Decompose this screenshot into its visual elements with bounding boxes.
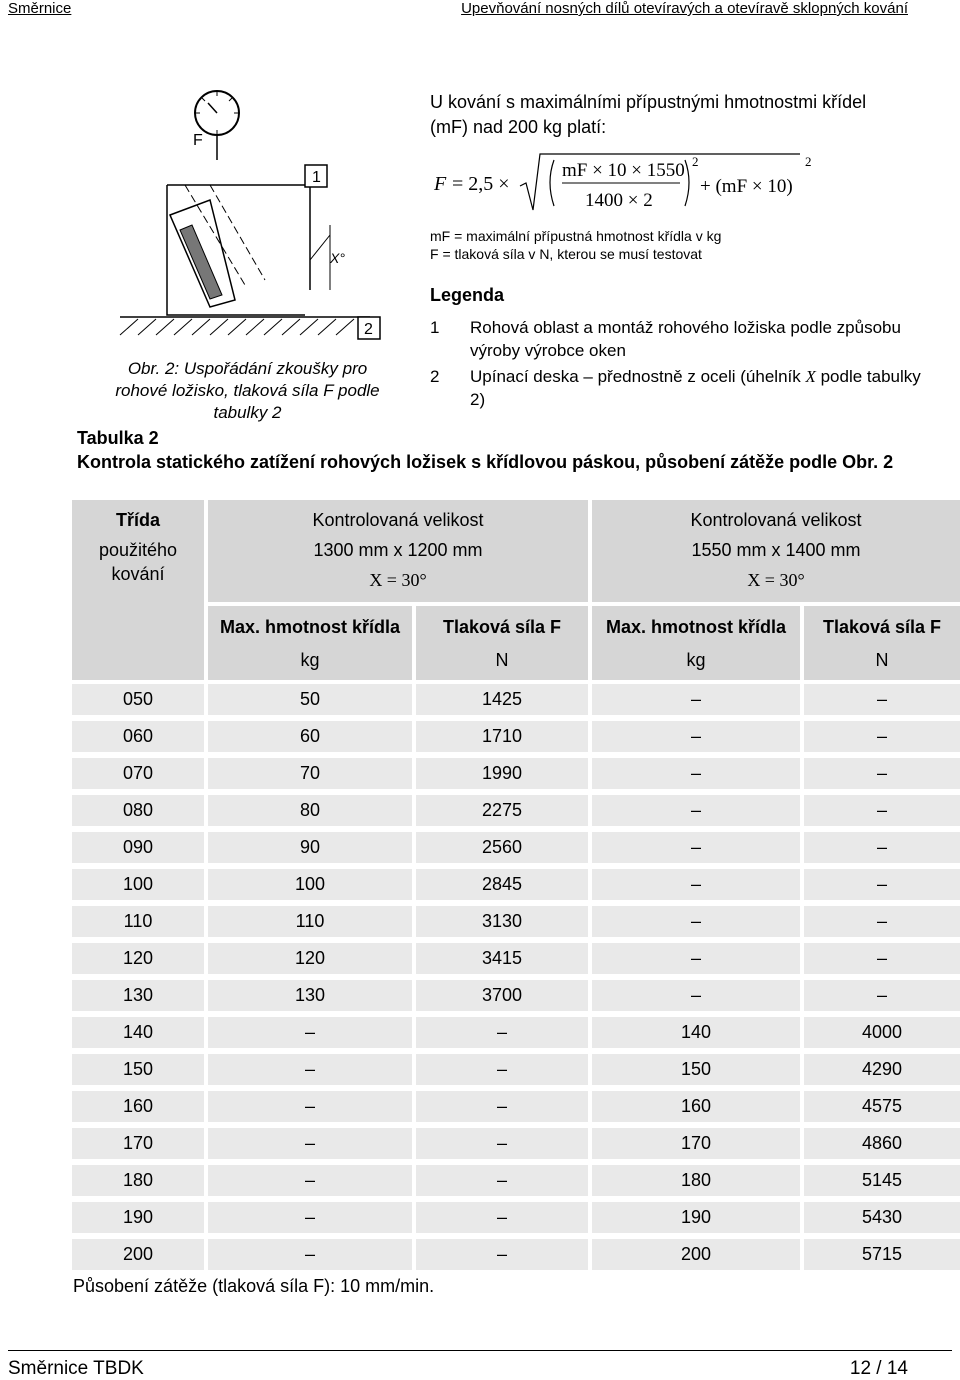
force-formula: [430, 150, 830, 220]
force-label: F: [193, 132, 203, 149]
table-cell: 130: [208, 980, 412, 1011]
intro-text: [430, 90, 950, 140]
table-row-class: 110: [72, 906, 204, 937]
table-row-class: 060: [72, 721, 204, 752]
table-cell: –: [208, 1202, 412, 1233]
intro-line-1: U kování s maximálními přípustnými hmotnostmi křídel: [430, 92, 867, 112]
table-cell: 2560: [416, 832, 588, 863]
table-number: Tabulka 2: [77, 428, 159, 448]
page-header: [0, 0, 960, 22]
legend-item: [430, 365, 930, 411]
table-cell: 5715: [804, 1239, 960, 1270]
table-cell: –: [804, 943, 960, 974]
table-row-class: 140: [72, 1017, 204, 1048]
table-cell: 3700: [416, 980, 588, 1011]
table-cell: 4290: [804, 1054, 960, 1085]
table-cell: 1425: [416, 684, 588, 715]
table-cell: 3415: [416, 943, 588, 974]
table-cell: –: [416, 1017, 588, 1048]
table-cell: –: [592, 684, 800, 715]
table-cell: 1990: [416, 758, 588, 789]
table-row-class: 150: [72, 1054, 204, 1085]
test-arrangement-figure: [100, 85, 400, 345]
table-cell: 160: [592, 1091, 800, 1122]
table-row-class: 070: [72, 758, 204, 789]
table-cell: –: [208, 1239, 412, 1270]
header-class: Třída použitého kování: [72, 500, 204, 680]
table-row-class: 050: [72, 684, 204, 715]
table-cell: –: [208, 1091, 412, 1122]
table-cell: –: [804, 795, 960, 826]
table-cell: –: [208, 1017, 412, 1048]
table-cell: 4000: [804, 1017, 960, 1048]
table-cell: –: [416, 1165, 588, 1196]
table-row-class: 160: [72, 1091, 204, 1122]
formula-eq: = 2,5 ×: [452, 173, 510, 195]
table-cell: –: [804, 980, 960, 1011]
header-right: Upevňování nosných dílů otevíravých a otevíravě sklopných kování: [461, 0, 908, 17]
table-cell: –: [416, 1091, 588, 1122]
table-cell: 4575: [804, 1091, 960, 1122]
header-mass-1: Max. hmotnost křídla kg: [208, 606, 412, 680]
table-cell: 1710: [416, 721, 588, 752]
table-cell: –: [416, 1128, 588, 1159]
table-cell: –: [592, 795, 800, 826]
footer-rule: [8, 1350, 952, 1351]
formula-definitions: [430, 227, 950, 263]
table-row-class: 120: [72, 943, 204, 974]
table-cell: 190: [592, 1202, 800, 1233]
table-cell: –: [592, 721, 800, 752]
intro-line-2: (mF) nad 200 kg platí:: [430, 117, 607, 137]
table-row-class: 130: [72, 980, 204, 1011]
table-cell: –: [804, 758, 960, 789]
table-cell: 100: [208, 869, 412, 900]
table-cell: 4860: [804, 1128, 960, 1159]
table-cell: –: [592, 943, 800, 974]
table-row-class: 080: [72, 795, 204, 826]
table-cell: –: [804, 721, 960, 752]
formula-numerator: mF × 10 × 1550: [562, 160, 685, 181]
angle-label: X°: [330, 250, 345, 266]
header-force-1: Tlaková síla F N: [416, 606, 588, 680]
table-cell: 60: [208, 721, 412, 752]
table-cell: 80: [208, 795, 412, 826]
header-mass-2: Max. hmotnost křídla kg: [592, 606, 800, 680]
formula-denominator: 1400 × 2: [585, 190, 653, 211]
header-group-2: Kontrolovaná velikost 1550 mm x 1400 mm X = 30°: [592, 500, 960, 602]
table-cell: –: [416, 1202, 588, 1233]
table-cell: –: [804, 906, 960, 937]
table-cell: –: [208, 1128, 412, 1159]
formula-exp-2: 2: [805, 154, 812, 169]
table-row-class: 090: [72, 832, 204, 863]
header-group-1: Kontrolovaná velikost 1300 mm x 1200 mm X = 30°: [208, 500, 588, 602]
table-caption: Kontrola statického zatížení rohových ložisek s křídlovou páskou, působení zátěže podle Obr. 2: [77, 452, 894, 472]
table-row-class: 180: [72, 1165, 204, 1196]
table-cell: 3130: [416, 906, 588, 937]
table-cell: –: [416, 1239, 588, 1270]
figure-caption: Obr. 2: Uspořádání zkoušky pro rohové ložisko, tlaková síla F podle tabulky 2: [115, 359, 380, 422]
table-cell: –: [592, 980, 800, 1011]
table-row-class: 170: [72, 1128, 204, 1159]
load-note: Působení zátěže (tlaková síla F): 10 mm/min.: [73, 1276, 435, 1296]
header-force-2: Tlaková síla F N: [804, 606, 960, 680]
formula-plus: + (mF × 10): [700, 176, 793, 197]
def-mf: mF = maximální přípustná hmotnost křídla v kg: [430, 228, 722, 244]
formula-exp-1: 2: [692, 154, 699, 169]
table-cell: 120: [208, 943, 412, 974]
table-cell: –: [592, 906, 800, 937]
table-cell: –: [804, 869, 960, 900]
table-row-class: 190: [72, 1202, 204, 1233]
table-cell: 170: [592, 1128, 800, 1159]
def-f: F = tlaková síla v N, kterou se musí testovat: [430, 246, 702, 262]
table-cell: 110: [208, 906, 412, 937]
legend-list: [430, 316, 930, 414]
table-cell: 140: [592, 1017, 800, 1048]
table-row-class: 100: [72, 869, 204, 900]
table-cell: –: [208, 1165, 412, 1196]
table-cell: –: [592, 832, 800, 863]
table-cell: –: [804, 684, 960, 715]
footer-page-number: 12 / 14: [849, 1358, 908, 1379]
label-2: 2: [364, 321, 373, 338]
footer-left: Směrnice TBDK: [8, 1358, 144, 1379]
header-left: Směrnice: [8, 0, 72, 17]
table-row-class: 200: [72, 1239, 204, 1270]
table-cell: 5430: [804, 1202, 960, 1233]
legend-item-text: Upínací deska – přednostně z oceli (úhelník X podle tabulky 2): [470, 367, 921, 409]
table-cell: 2845: [416, 869, 588, 900]
table-cell: 90: [208, 832, 412, 863]
legend-item-number: 1: [430, 318, 440, 337]
table-cell: 2275: [416, 795, 588, 826]
table-title: [77, 426, 897, 474]
table-cell: –: [592, 869, 800, 900]
table-cell: –: [804, 832, 960, 863]
legend-item-number: 2: [430, 367, 440, 386]
legend-item: [430, 316, 930, 362]
table-cell: 200: [592, 1239, 800, 1270]
table-cell: –: [416, 1054, 588, 1085]
legend-item-text: Rohová oblast a montáž rohového ložiska podle způsobu výroby výrobce oken: [470, 318, 901, 360]
table-cell: 180: [592, 1165, 800, 1196]
table-cell: 50: [208, 684, 412, 715]
table-cell: –: [208, 1054, 412, 1085]
table-cell: 150: [592, 1054, 800, 1085]
label-1: 1: [312, 169, 321, 186]
table-cell: 5145: [804, 1165, 960, 1196]
table-cell: 70: [208, 758, 412, 789]
formula-lhs: F: [434, 173, 447, 195]
legend-title: Legenda: [430, 285, 505, 305]
table-cell: –: [592, 758, 800, 789]
